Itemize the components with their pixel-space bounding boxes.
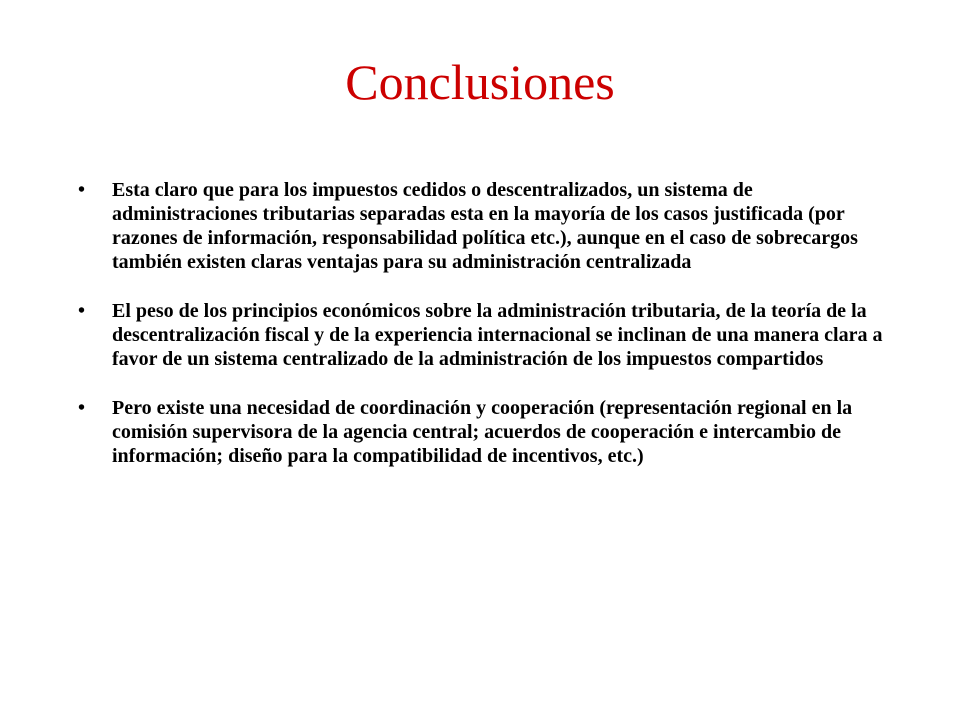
bullet-marker: • — [78, 300, 86, 322]
bullet-item — [78, 178, 890, 274]
bullet-marker: • — [78, 179, 86, 201]
bullet-text: Esta claro que para los impuestos cedidos o descentralizados, un sistema de administraciones tributarias separadas esta en la mayoría de los casos justificada (por razones de información, responsabilidad política etc.), aunque en el caso de sobrecargos también existen claras ventajas para su administración centralizada — [112, 179, 858, 273]
bullet-marker: • — [78, 397, 86, 419]
bullet-text: El peso de los principios económicos sobre la administración tributaria, de la teoría de la descentralización fiscal y de la experiencia internacional se inclinan de una manera clara a favor de un sistema centralizado de la administración de los impuestos compartidos — [112, 300, 883, 370]
bullet-text: Pero existe una necesidad de coordinación y cooperación (representación regional en la comisión supervisora de la agencia central; acuerdos de cooperación e intercambio de información; diseño para la compatibilidad de incentivos, etc.) — [112, 397, 853, 467]
bullet-item — [78, 396, 890, 468]
slide-title: Conclusiones — [345, 54, 615, 110]
bullet-item — [78, 299, 890, 371]
bullet-list — [78, 178, 890, 493]
